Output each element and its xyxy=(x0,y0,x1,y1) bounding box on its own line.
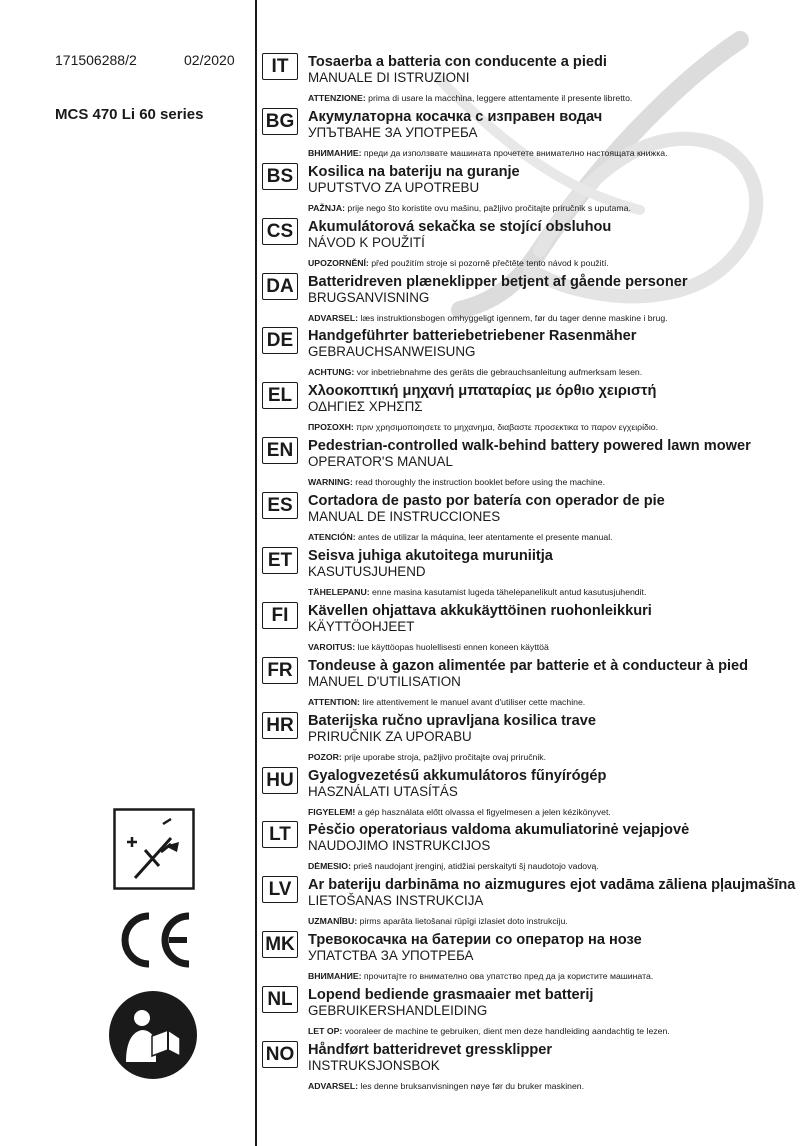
warning-label: ATENCIÓN: xyxy=(308,532,356,543)
warning-label: WARNING: xyxy=(308,477,353,488)
language-entry xyxy=(262,544,802,599)
warning-text: lue käyttöopas huolellisesti ennen koneen käyttöä xyxy=(355,641,549,652)
product-title: Kävellen ohjattava akkukäyttöinen ruohonleikkuri xyxy=(308,602,652,619)
warning-text: pirms aparāta lietošanai rūpīgi izlasiet doto instrukciju. xyxy=(357,916,568,927)
warning-line xyxy=(308,203,631,213)
language-code-badge: BG xyxy=(262,108,298,135)
warning-label: ATTENZIONE: xyxy=(308,93,366,103)
warning-label: UZMANĪBU: xyxy=(308,916,358,927)
language-entry xyxy=(262,489,802,544)
warning-label: ACHTUNG: xyxy=(308,367,355,378)
language-code-badge: NO xyxy=(262,1041,298,1068)
language-code-badge: CS xyxy=(262,218,298,245)
warning-text: prije nego što koristite ovu mašinu, pažljivo pročitajte priručnik s uputama. xyxy=(345,202,631,213)
battery-polarity-icon xyxy=(113,808,195,890)
language-code-badge: EL xyxy=(262,382,298,409)
product-title: Baterijska ručno upravljana kosilica trave xyxy=(308,712,596,729)
language-entry xyxy=(262,160,802,215)
language-code-badge: FI xyxy=(262,602,298,629)
manual-title: KÄYTTÖOHJEET xyxy=(308,618,415,634)
vertical-divider xyxy=(255,0,257,1146)
warning-line xyxy=(308,422,658,432)
warning-text: antes de utilizar la máquina, leer atentamente el presente manual. xyxy=(355,532,613,543)
warning-label: ADVARSEL: xyxy=(308,312,359,323)
product-title: Lopend bediende grasmaaier met batterij xyxy=(308,987,594,1004)
manual-title: LIETOŠANAS INSTRUKCIJA xyxy=(308,893,484,909)
manual-title: GEBRUIKERSHANDLEIDING xyxy=(308,1003,488,1019)
manual-title: УПАТСТВА ЗА УПОТРЕБА xyxy=(308,948,474,964)
manual-title: HASZNÁLATI UTASÍTÁS xyxy=(308,783,458,799)
language-entry xyxy=(262,599,802,654)
product-title: Akumulátorová sekačka se stojící obsluhou xyxy=(308,218,612,235)
warning-text: læs instruktionsbogen omhyggeligt igennem, før du tager denne maskine i brug. xyxy=(358,312,668,323)
language-code-badge: ET xyxy=(262,547,298,574)
warning-label: ВНИМАНИЕ: xyxy=(308,147,362,158)
warning-line xyxy=(308,1026,670,1036)
document-code: 171506288/2 xyxy=(55,52,137,68)
product-title: Håndført batteridrevet gressklipper xyxy=(308,1042,553,1059)
manual-title: MANUEL D'UTILISATION xyxy=(308,673,461,689)
product-title: Тревокосачка на батерии со оператор на нозе xyxy=(308,932,642,949)
warning-text: πριν χρησιμοποιησετε το μηχανημα, διαβαστε προσεκτικα το παρον εγχειρίδιο. xyxy=(353,422,659,433)
warning-line xyxy=(308,1081,584,1091)
warning-label: ΠΡΟΣΟΧΗ: xyxy=(308,422,354,433)
warning-line xyxy=(308,367,642,377)
warning-label: ВНИМАНИЕ: xyxy=(308,971,362,982)
language-entry xyxy=(262,818,802,873)
language-entry xyxy=(262,873,802,928)
warning-text: prieš naudojant įrenginį, atidžiai perskaityti šį naudotojo vadovą. xyxy=(350,861,599,872)
language-entry xyxy=(262,434,802,489)
language-code-badge: DE xyxy=(262,327,298,354)
product-title: Pedestrian-controlled walk-behind battery powered lawn mower xyxy=(308,438,751,455)
language-code-badge: LT xyxy=(262,821,298,848)
product-title: Kosilica na bateriju na guranje xyxy=(308,163,520,180)
language-code-badge: MK xyxy=(262,931,298,958)
warning-label: TÄHELEPANU: xyxy=(308,587,370,598)
manual-title: MANUAL DE INSTRUCCIONES xyxy=(308,509,501,525)
manual-title: MANUALE DI ISTRUZIONI xyxy=(308,70,470,85)
warning-line xyxy=(308,532,613,542)
warning-label: DĖMESIO: xyxy=(308,861,351,872)
manual-title: ΟΔΗΓΙΕΣ ΧΡΗΣΠΣ xyxy=(308,399,423,415)
warning-text: read thoroughly the instruction booklet before using the machine. xyxy=(352,477,605,488)
product-title: Акумулаторна косачка с изправен водач xyxy=(308,108,603,125)
product-title: Tondeuse à gazon alimentée par batterie et à conducteur à pied xyxy=(308,657,749,674)
warning-label: POZOR: xyxy=(308,751,342,762)
language-entry xyxy=(262,709,802,764)
language-entry xyxy=(262,654,802,709)
warning-label: ATTENTION: xyxy=(308,696,360,707)
warning-line xyxy=(308,752,546,762)
warning-text: les denne bruksanvisningen nøye før du bruker maskinen. xyxy=(358,1081,585,1092)
model-name: MCS 470 Li 60 series xyxy=(55,106,204,123)
language-code-badge: LV xyxy=(262,876,298,903)
language-entry xyxy=(262,1038,802,1093)
document-date: 02/2020 xyxy=(184,52,235,68)
manual-title: INSTRUKSJONSBOK xyxy=(308,1058,440,1074)
warning-label: VAROITUS: xyxy=(308,641,356,652)
language-code-badge: HR xyxy=(262,712,298,739)
left-column xyxy=(0,0,256,1146)
manual-title: KASUTUSJUHEND xyxy=(308,564,426,580)
read-manual-icon xyxy=(108,990,198,1080)
manual-title: BRUGSANVISNING xyxy=(308,289,430,305)
language-entry xyxy=(262,324,802,379)
product-title: Gyalogvezetésű akkumulátoros fűnyírógép xyxy=(308,767,607,784)
warning-label: ADVARSEL: xyxy=(308,1081,359,1092)
warning-line xyxy=(308,916,568,926)
warning-line xyxy=(308,807,611,817)
product-title: Seisva juhiga akutoitega muruniitja xyxy=(308,548,553,565)
warning-text: vooraleer de machine te gebruiken, dient men deze handleiding aandachtig te lezen. xyxy=(342,1026,670,1037)
warning-text: преди да използвате машината прочетете внимателно настоящата книжка. xyxy=(361,147,668,158)
ce-mark-icon xyxy=(113,910,195,970)
product-title: Pėsčio operatoriaus valdoma akumuliatorinė vejapjovė xyxy=(308,822,690,839)
language-code-badge: BS xyxy=(262,163,298,190)
language-list xyxy=(262,50,802,1093)
language-entry xyxy=(262,215,802,270)
language-code-badge: FR xyxy=(262,657,298,684)
warning-line xyxy=(308,971,653,981)
warning-text: před použitím stroje si pozorně přečtěte tento návod k použití. xyxy=(368,257,609,268)
language-entry xyxy=(262,983,802,1038)
product-title: Tosaerba a batteria con conducente a piedi xyxy=(308,54,607,70)
product-title: Χλοοκοπτική μηχανή μπαταρίας με όρθιο χειριστή xyxy=(308,383,657,400)
language-entry xyxy=(262,105,802,160)
warning-text: prima di usare la macchina, leggere attentamente il presente libretto. xyxy=(365,93,633,103)
warning-label: PAŽNJA: xyxy=(308,202,346,213)
language-entry xyxy=(262,379,802,434)
warning-line xyxy=(308,587,646,597)
language-code-badge: NL xyxy=(262,986,298,1013)
language-code-badge: HU xyxy=(262,767,298,794)
manual-title: UPUTSTVO ZA UPOTREBU xyxy=(308,179,480,195)
manual-title: PRIRUČNIK ZA UPORABU xyxy=(308,728,472,744)
warning-line xyxy=(308,861,599,871)
warning-text: vor inbetriebnahme des geräts die gebrauchsanleitung aufmerksam lesen. xyxy=(354,367,643,378)
language-code-badge: IT xyxy=(262,53,298,80)
warning-line xyxy=(308,642,549,652)
warning-line xyxy=(308,697,585,707)
warning-text: a gép használata előtt olvassa el figyelmesen a jelen kézikönyvet. xyxy=(355,806,611,817)
manual-title: GEBRAUCHSANWEISUNG xyxy=(308,344,476,360)
warning-text: enne masina kasutamist lugeda tähelepanelikult antud kasutusjuhendit. xyxy=(369,587,647,598)
manual-title: NÁVOD K POUŽITÍ xyxy=(308,234,425,250)
product-title: Handgeführter batteriebetriebener Rasenmäher xyxy=(308,328,637,345)
language-entry xyxy=(262,928,802,983)
language-entry xyxy=(262,764,802,819)
warning-text: прочитајте го внимателно ова упатство пред да ја користите машината. xyxy=(361,971,654,982)
language-code-badge: DA xyxy=(262,273,298,300)
product-title: Cortadora de pasto por batería con operador de pie xyxy=(308,493,665,510)
warning-line xyxy=(308,148,667,158)
warning-line xyxy=(308,477,605,487)
language-entry xyxy=(262,50,802,105)
warning-label: LET OP: xyxy=(308,1026,343,1037)
language-entry xyxy=(262,270,802,325)
warning-line xyxy=(308,258,609,268)
warning-label: UPOZORNĚNÍ: xyxy=(308,257,369,268)
product-title: Batteridreven plæneklipper betjent af gående personer xyxy=(308,273,688,290)
manual-title: NAUDOJIMO INSTRUKCIJOS xyxy=(308,838,491,854)
product-title: Ar bateriju darbināma no aizmugures ejot vadāma zāliena pļaujmašīna xyxy=(308,877,796,894)
manual-title: УПЪТВАНЕ ЗА УПОТРЕБА xyxy=(308,124,478,140)
warning-text: prije uporabe stroja, pažljivo pročitajte ovaj priručnik. xyxy=(341,751,547,762)
manual-title: OPERATOR'S MANUAL xyxy=(308,454,453,470)
language-code-badge: ES xyxy=(262,492,298,519)
warning-text: lire attentivement le manuel avant d'utiliser cette machine. xyxy=(359,696,586,707)
warning-line xyxy=(308,93,632,103)
warning-line xyxy=(308,313,668,323)
warning-label: FIGYELEM! xyxy=(308,806,356,817)
language-code-badge: EN xyxy=(262,437,298,464)
